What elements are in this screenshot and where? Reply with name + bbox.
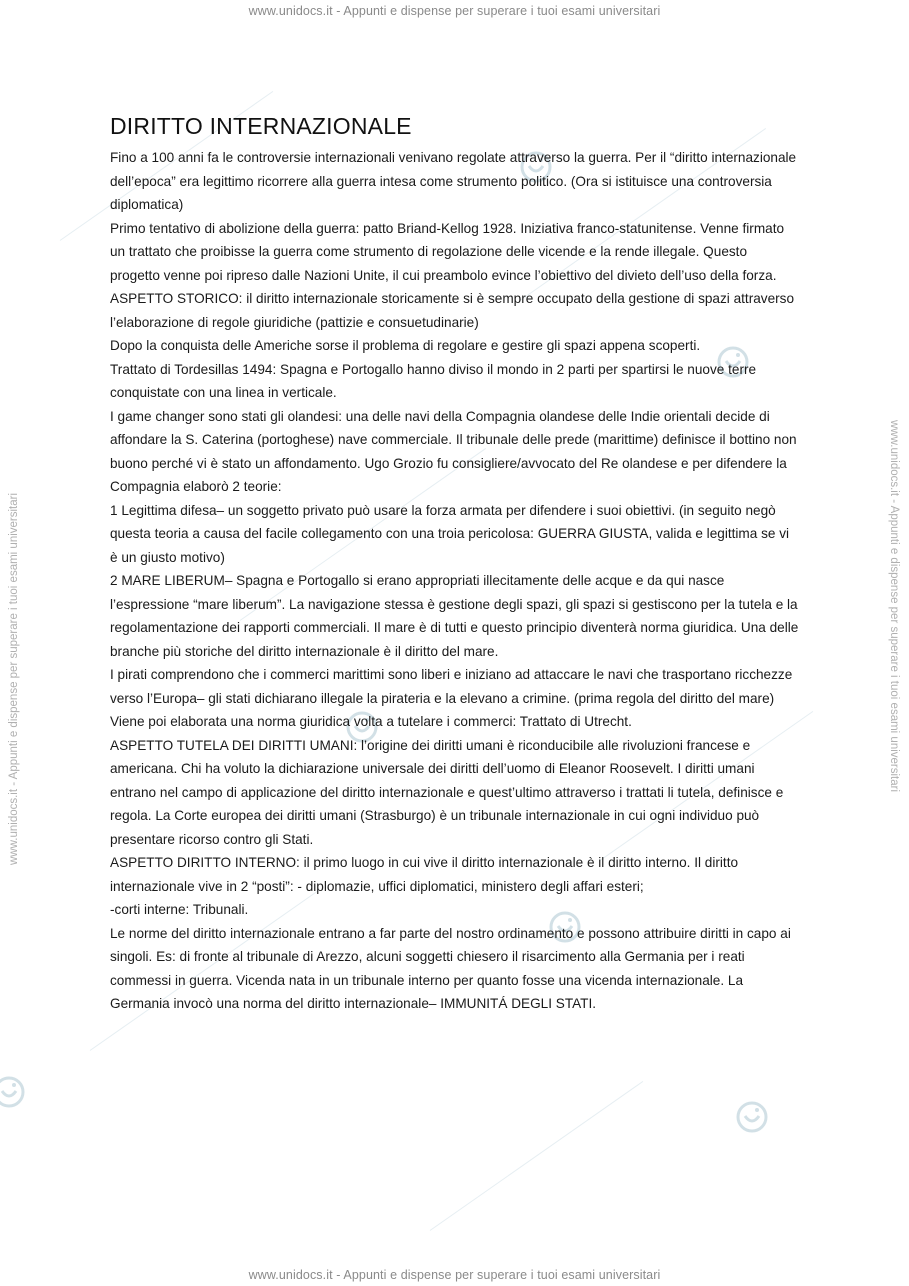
document-body (110, 146, 800, 1016)
unidocs-logo-icon (735, 1100, 769, 1134)
paragraph: ASPETTO STORICO: il diritto internazionale storicamente si è sempre occupato della gestione di spazi attraverso l’elaborazione di regole giuridiche (pattizie e consuetudinarie) (110, 291, 795, 330)
watermark-footer: www.unidocs.it - Appunti e dispense per superare i tuoi esami universitari (248, 1268, 661, 1282)
paragraph: Trattato di Tordesillas 1494: Spagna e Portogallo hanno diviso il mondo in 2 parti per spartirsi le nuove terre conquistate con una linea in verticale. (110, 361, 757, 400)
watermark-side-right: www.unidocs.it - Appunti e dispense per superare i tuoi esami universitari (888, 420, 900, 793)
paragraph: ASPETTO DIRITTO INTERNO: il primo luogo in cui vive il diritto internazionale è il diritto interno. Il diritto internazionale vive in 2 “posti”: - diplomazie, uffici diplomatici, ministero degli affari esteri; (110, 855, 739, 894)
paragraph: ASPETTO TUTELA DEI DIRITTI UMANI: l’origine dei diritti umani è riconducibile alle rivoluzioni francese e americana. Chi ha voluto la dichiarazione universale dei diritti dell’uomo di Eleanor Roosevelt. I diritti umani entrano nel campo di applicazione del diritto internazionale e quest’ultimo attraverso i trattati li tutela, definisce e regola. La Corte europea dei diritti umani (Strasburgo) è un tribunale internazionale in cui ogni individuo può presentare ricorso contro gli Stati. (110, 737, 784, 847)
paragraph: -corti interne: Tribunali. (110, 902, 249, 917)
watermark-side-left: www.unidocs.it - Appunti e dispense per superare i tuoi esami universitari (8, 492, 20, 865)
unidocs-logo-icon (0, 1075, 26, 1109)
paragraph: I pirati comprendono che i commerci marittimi sono liberi e iniziano ad attaccare le navi che trasportano ricchezze verso l’Europa– gli stati dichiarano illegale la pirateria e la elevano a crimine. (prima regola del diritto del mare) Viene poi elaborata una norma giuridica volta a tutelare i commerci: Trattato di Utrecht. (110, 667, 793, 729)
paragraph: 2 MARE LIBERUM– Spagna e Portogallo si erano appropriati illecitamente delle acque e da qui nasce l’espressione “mare liberum”. La navigazione stessa è gestione degli spazi, gli spazi si gestiscono per la tutela e la regolamentazione dei rapporti commerciali. Il mare è di tutti e questo principio diventerà norma giuridica. Una delle branche più storiche del diritto internazionale è il diritto del mare. (110, 573, 799, 659)
watermark-header: www.unidocs.it - Appunti e dispense per superare i tuoi esami universitari (248, 4, 661, 18)
paragraph: Primo tentativo di abolizione della guerra: patto Briand-Kellog 1928. Iniziativa franco-statunitense. Venne firmato un trattato che proibisse la guerra come strumento di regolazione delle vicende e la rende illegale. Questo progetto venne poi ripreso dalle Nazioni Unite, il cui preambolo evince l’obiettivo del divieto dell’uso della forza. (110, 220, 785, 283)
paragraph: Le norme del diritto internazionale entrano a far parte del nostro ordinamento e possono attribuire diritti in capo ai singoli. Es: di fronte al tribunale di Arezzo, alcuni soggetti chiesero il risarcimento alla Germania per i reati commessi in guerra. Vicenda nata in un tribunale interno per quanto fosse una vicenda internazionale. La Germania invocò una norma del diritto internazionale– IMMUNITÁ DEGLI STATI. (110, 925, 791, 1011)
paragraph: Fino a 100 anni fa le controversie internazionali venivano regolate attraverso la guerra. Per il “diritto internazionale dell’epoca” era legittimo ricorrere alla guerra intesa come strumento politico. (Ora si istituisce una controversia diplomatica) (110, 150, 797, 212)
document-title: DIRITTO INTERNAZIONALE (110, 113, 412, 139)
background-diagonal-line (430, 1081, 644, 1231)
document-page (110, 113, 800, 1016)
paragraph: Dopo la conquista delle Americhe sorse il problema di regolare e gestire gli spazi appena scoperti. (110, 338, 701, 353)
paragraph: 1 Legittima difesa– un soggetto privato può usare la forza armata per difendere i suoi obiettivi. (in seguito negò questa teoria a causa del facile collegamento con una troia pericolosa: GUERRA GIUSTA, valida e legittima se vi è un giusto motivo) (110, 502, 790, 565)
paragraph: I game changer sono stati gli olandesi: una delle navi della Compagnia olandese delle Indie orientali decide di affondare la S. Caterina (portoghese) nave commerciale. Il tribunale delle prede (marittime) definisce il bottino non buono perché vi è stato un affondamento. Ugo Grozio fu consigliere/avvocato del Re olandese e per difendere la Compagnia elaborò 2 teorie: (110, 408, 797, 494)
